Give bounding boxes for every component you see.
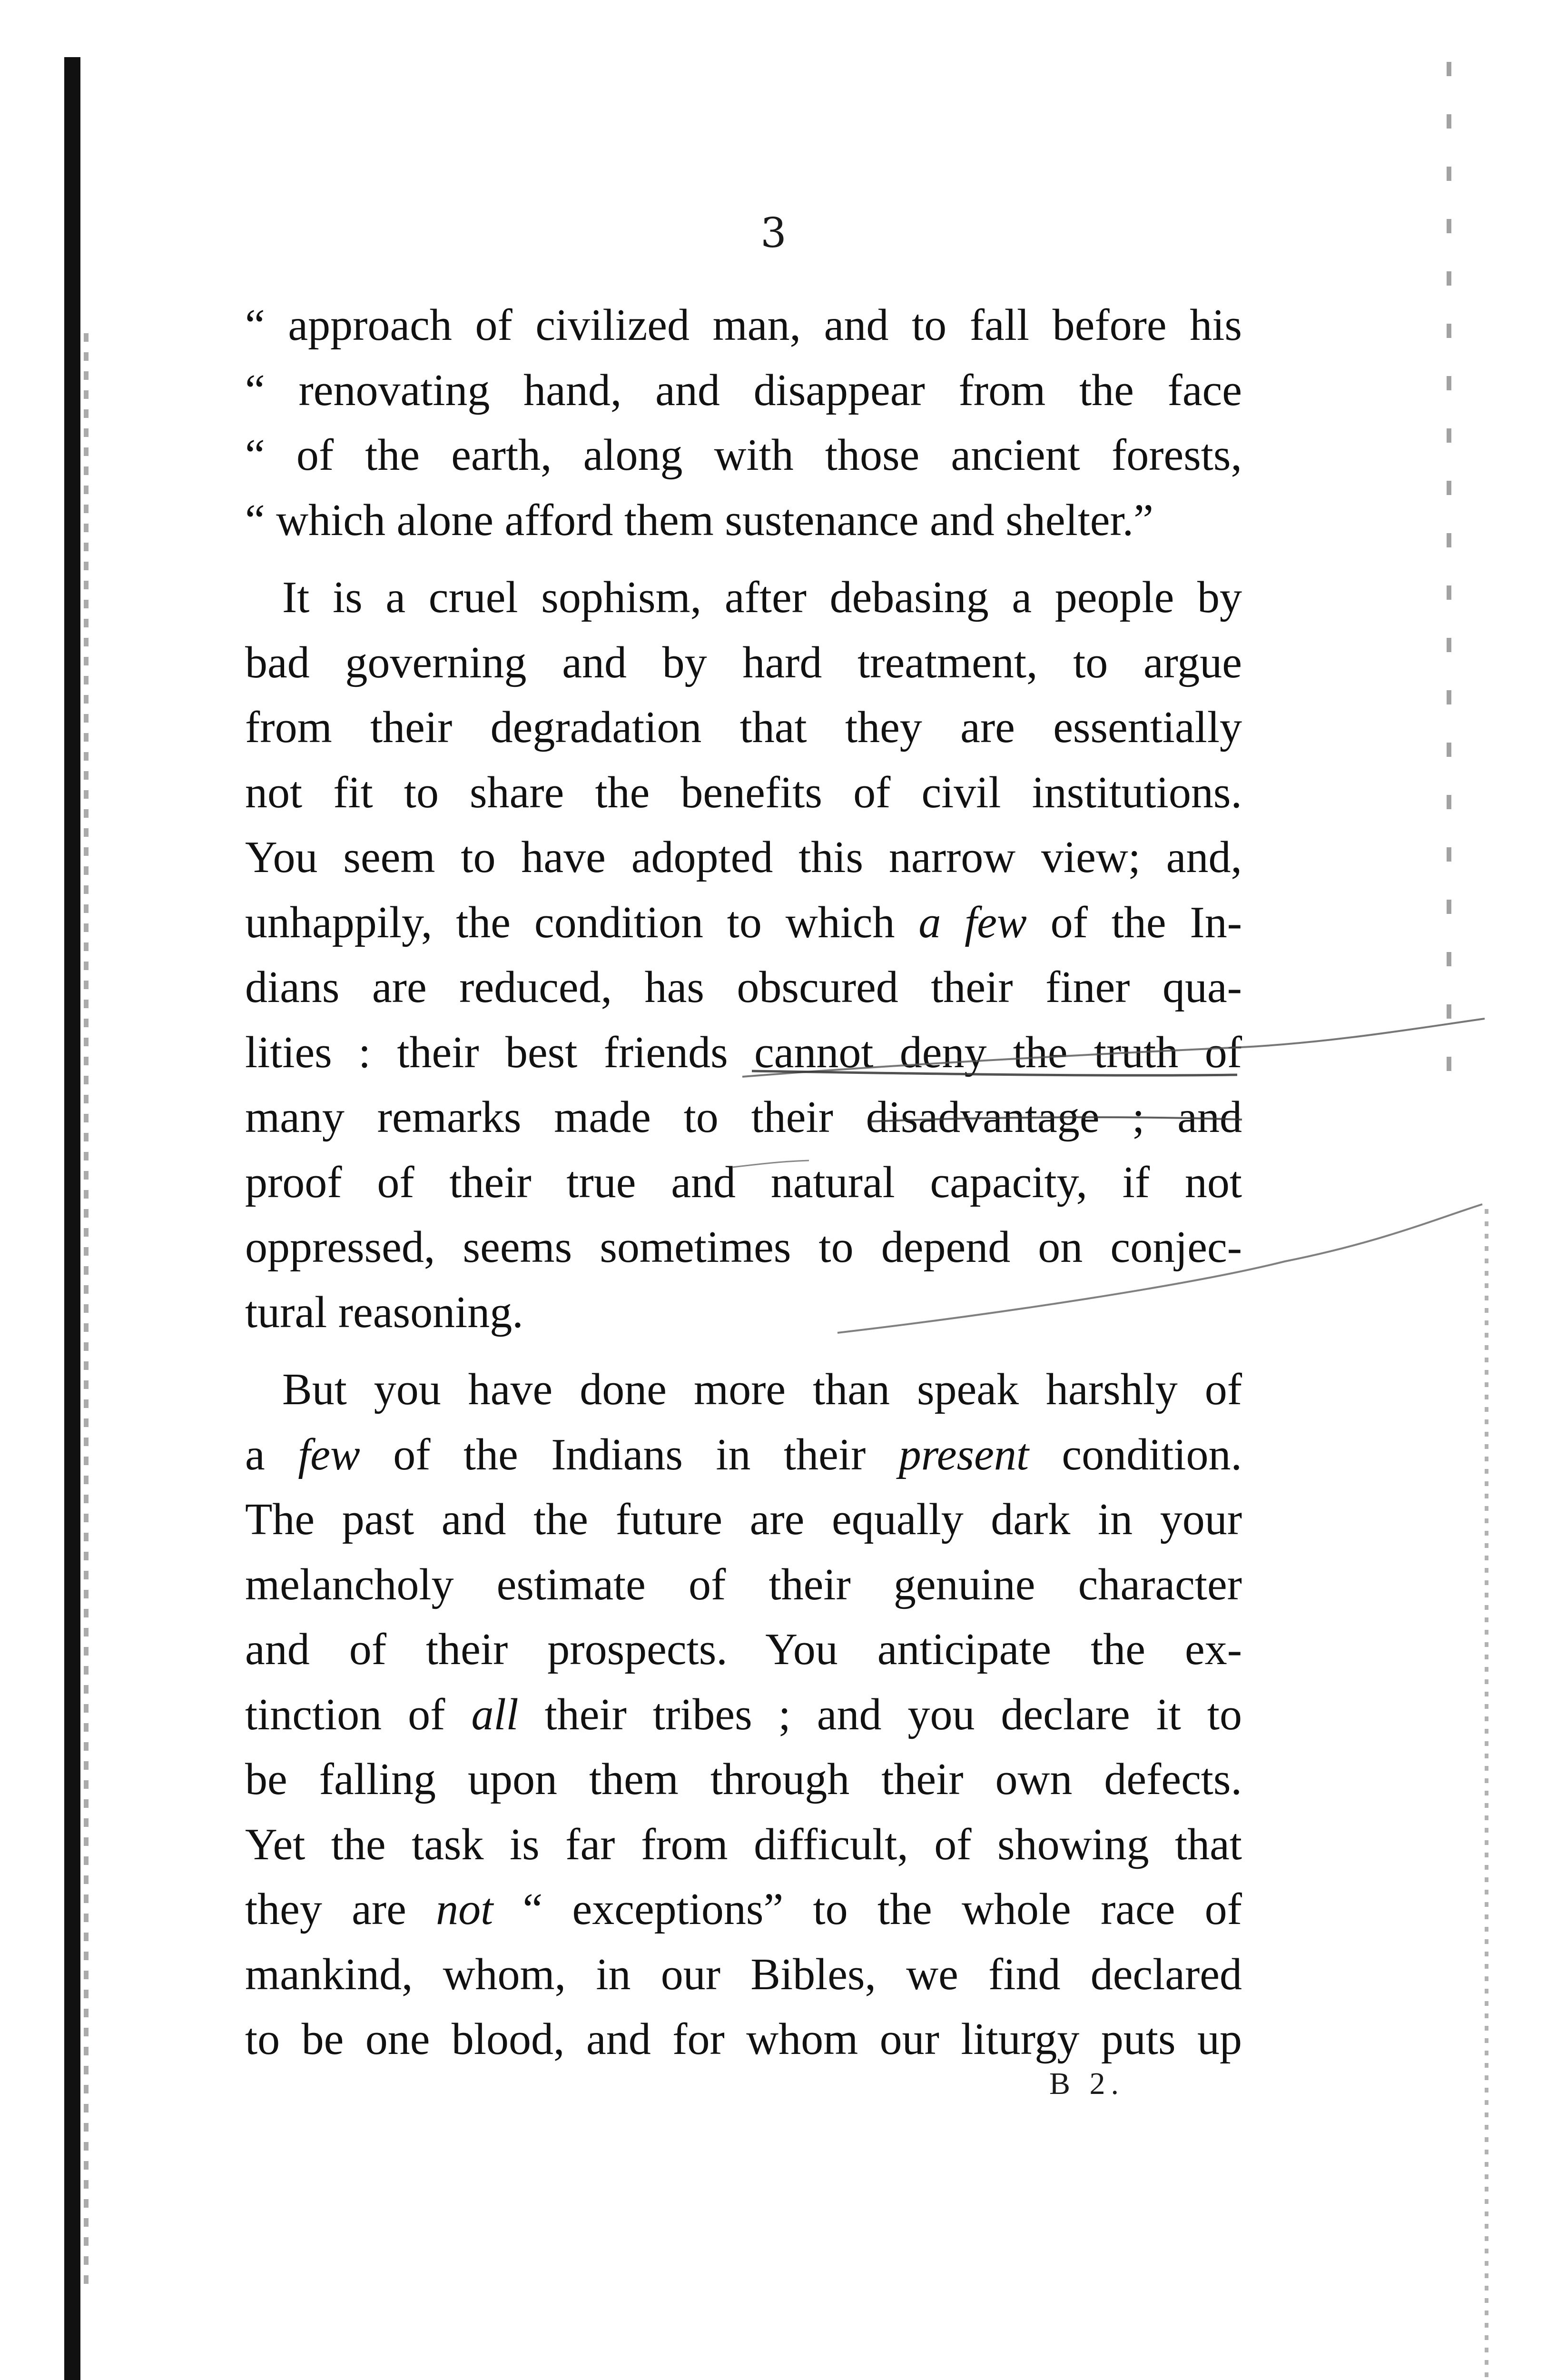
- text-run: many remarks made to their disadvantage ; and: [245, 1092, 1242, 1142]
- text-run: Yet the task is far from difficult, of showing that: [245, 1819, 1242, 1869]
- body-text: [245, 293, 1242, 2072]
- text-line: [245, 630, 1242, 695]
- text-run: “ which alone afford them sustenance and shelter.”: [245, 495, 1153, 545]
- text-run: their tribes ; and you declare it to: [518, 1689, 1242, 1739]
- text-line: [245, 1747, 1242, 1812]
- text-run: from their degradation that they are essentially: [245, 703, 1242, 752]
- text-run: of the In-: [1026, 897, 1242, 947]
- text-run: “ exceptions” to the whole race of: [493, 1884, 1242, 1934]
- text-line: [245, 2007, 1242, 2072]
- text-run: and of their prospects. You anticipate the ex-: [245, 1625, 1242, 1674]
- text-run: not fit to share the benefits of civil institutions.: [245, 767, 1242, 817]
- text-run: “ renovating hand, and disappear from the face: [245, 365, 1242, 415]
- signature-mark: B 2.: [1049, 2066, 1125, 2101]
- text-line: [245, 1150, 1242, 1215]
- text-line: [245, 1487, 1242, 1552]
- italic-run: present: [898, 1429, 1029, 1479]
- text-run: “ approach of civilized man, and to fall before his: [245, 300, 1242, 350]
- text-run: mankind, whom, in our Bibles, we find declared: [245, 1949, 1242, 1999]
- text-run: The past and the future are equally dark in your: [245, 1495, 1242, 1544]
- text-run: proof of their true and natural capacity, if not: [245, 1157, 1242, 1207]
- text-run: It is a cruel sophism, after debasing a people by: [282, 573, 1242, 622]
- text-run: be falling upon them through their own defects.: [245, 1755, 1242, 1804]
- text-run: a: [245, 1429, 298, 1479]
- page-number: 3: [760, 209, 787, 257]
- text-line: [245, 890, 1242, 955]
- text-line: [245, 1085, 1242, 1150]
- text-line: [245, 293, 1242, 358]
- text-line: [245, 1617, 1242, 1682]
- binding-speckle: [84, 333, 89, 2285]
- text-run: tinction of: [245, 1689, 472, 1739]
- text-line: [245, 1422, 1242, 1488]
- italic-run: all: [471, 1689, 519, 1739]
- text-run: “ of the earth, along with those ancient forests,: [245, 430, 1242, 480]
- text-line: [245, 825, 1242, 890]
- text-line: [245, 1877, 1242, 1942]
- text-line: [245, 695, 1242, 760]
- text-line: [245, 488, 1242, 553]
- text-line: [245, 1942, 1242, 2007]
- text-run: lities : their best friends cannot deny the truth of: [245, 1027, 1242, 1077]
- text-line: [245, 1357, 1242, 1422]
- text-run: bad governing and by hard treatment, to argue: [245, 637, 1242, 687]
- right-page-edge-lower: [1485, 1209, 1488, 2380]
- text-run: melancholy estimate of their genuine character: [245, 1559, 1242, 1609]
- text-line: [245, 1280, 1242, 1345]
- text-line: [245, 1215, 1242, 1280]
- text-run: You seem to have adopted this narrow view; and,: [245, 833, 1242, 882]
- text-line: [245, 1812, 1242, 1877]
- italic-run: a few: [918, 897, 1027, 947]
- text-line: [245, 1020, 1242, 1085]
- text-run: to be one blood, and for whom our liturgy puts up: [245, 2014, 1242, 2064]
- text-line: [245, 760, 1242, 825]
- text-run: they are: [245, 1884, 436, 1934]
- text-line: [245, 358, 1242, 423]
- text-line: [245, 1682, 1242, 1747]
- text-run: unhappily, the condition to which: [245, 897, 919, 947]
- text-line: [245, 1552, 1242, 1617]
- italic-run: few: [298, 1429, 360, 1479]
- text-line: [245, 955, 1242, 1020]
- italic-run: not: [436, 1884, 493, 1934]
- binding-shadow: [64, 57, 80, 2380]
- text-run: of the Indians in their: [360, 1429, 899, 1479]
- text-line: [245, 423, 1242, 488]
- text-run: tural reasoning.: [245, 1287, 523, 1337]
- text-run: oppressed, seems sometimes to depend on conjec-: [245, 1222, 1242, 1272]
- text-run: dians are reduced, has obscured their finer qua-: [245, 962, 1242, 1012]
- text-run: But you have done more than speak harshly of: [282, 1365, 1242, 1414]
- text-run: condition.: [1028, 1429, 1242, 1479]
- text-line: [245, 565, 1242, 630]
